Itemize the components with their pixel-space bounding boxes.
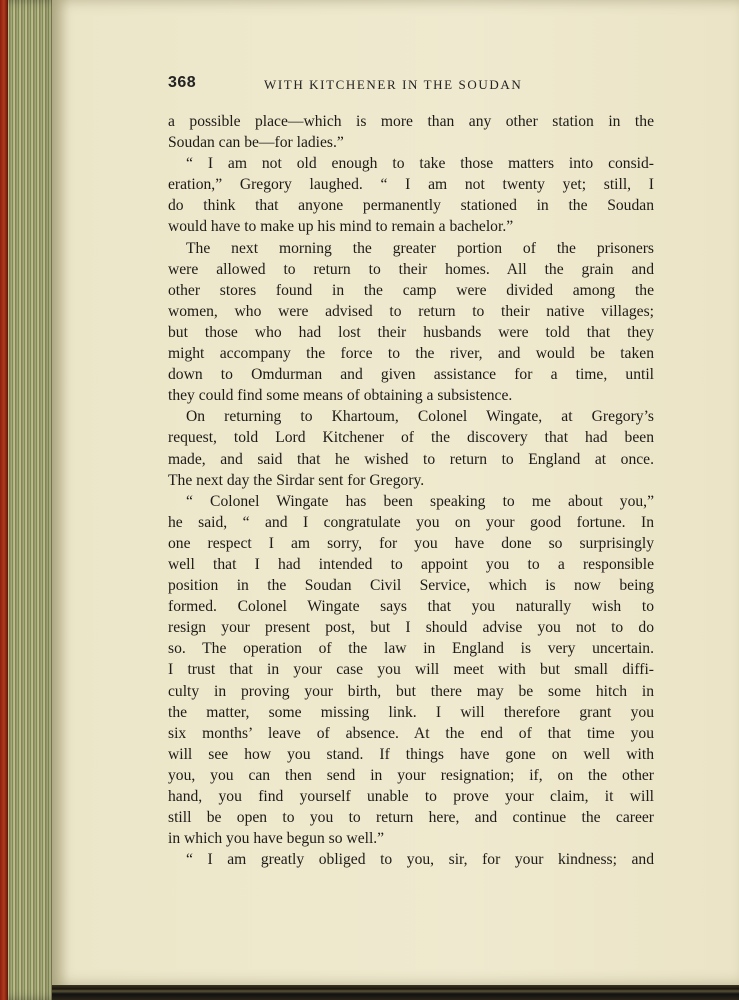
text-line: formed. Colonel Wingate says that you naturally wish to	[168, 598, 654, 616]
text-line: one respect I am sorry, for you have done so surprisingly	[168, 534, 654, 552]
text-line: six months’ leave of absence. At the end of that time you	[168, 724, 654, 742]
text-line: position in the Soudan Civil Service, which is now being	[168, 577, 654, 595]
text-line: I trust that in your case you will meet with but small diffi-	[168, 661, 654, 679]
text-line: in which you have begun so well.”	[168, 830, 385, 848]
text-line: well that I had intended to appoint you to a responsible	[168, 555, 654, 573]
text-line: you, you can then send in your resignation; if, on the other	[168, 766, 654, 784]
text-line: Soudan can be—for ladies.”	[168, 134, 344, 152]
text-line: “ I am not old enough to take those matters into consid-	[186, 155, 654, 173]
text-line: so. The operation of the law in England is very uncertain.	[168, 640, 654, 658]
text-line: might accompany the force to the river, and would be taken	[168, 345, 654, 363]
text-line: hand, you find yourself unable to prove your claim, it will	[168, 788, 654, 805]
text-line: were allowed to return to their homes. All the grain and	[168, 260, 654, 278]
text-line: a possible place—which is more than any other station in the	[168, 113, 654, 130]
body-text	[168, 111, 654, 870]
text-line: request, told Lord Kitchener of the discovery that had been	[168, 429, 654, 447]
running-head: WITH KITCHENER IN THE SOUDAN	[264, 77, 523, 92]
text-line: the matter, some missing link. I will therefore grant you	[168, 703, 654, 721]
text-line: do think that anyone permanently stationed in the Soudan	[168, 197, 654, 215]
text-line: but those who had lost their husbands were told that they	[168, 323, 654, 341]
page-header	[168, 74, 654, 98]
text-line: “ I am greatly obliged to you, sir, for your kindness; and	[186, 851, 654, 869]
text-line: culty in proving your birth, but there may be some hitch in	[168, 682, 654, 700]
text-line: down to Omdurman and given assistance for a time, until	[168, 366, 654, 384]
text-line: The next day the Sirdar sent for Gregory.	[168, 471, 425, 489]
text-line: On returning to Khartoum, Colonel Wingate, at Gregory’s	[186, 408, 654, 426]
text-line: will see how you stand. If things have gone on well with	[168, 745, 654, 763]
text-line: other stores found in the camp were divided among the	[168, 281, 654, 299]
page-bottom-edge	[52, 985, 739, 1000]
text-line: he said, “ and I congratulate you on your good fortune. In	[168, 513, 654, 531]
text-line: would have to make up his mind to remain a bachelor.”	[168, 218, 514, 236]
text-line: they could find some means of obtaining a subsistence.	[168, 387, 513, 405]
text-line: The next morning the greater portion of the prisoners	[186, 239, 654, 257]
text-line: women, who were advised to return to their native villages;	[168, 302, 654, 320]
page-edges	[0, 0, 60, 1000]
text-line: still be open to you to return here, and continue the career	[168, 809, 654, 827]
text-line: eration,” Gregory laughed. “ I am not twenty yet; still, I	[168, 176, 654, 194]
text-line: resign your present post, but I should advise you not to do	[168, 619, 654, 637]
page-number: 368	[168, 74, 197, 91]
text-line: made, and said that he wished to return to England at once.	[168, 450, 654, 468]
text-line: “ Colonel Wingate has been speaking to me about you,”	[186, 492, 654, 510]
